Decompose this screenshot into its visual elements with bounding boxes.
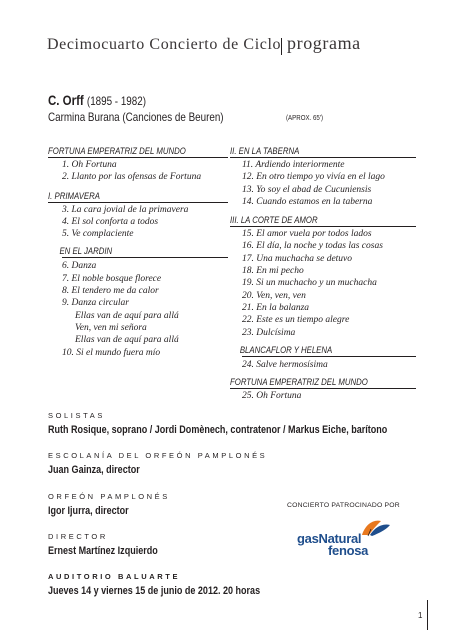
list-item: 21. En la balanza <box>242 302 310 313</box>
list-item: 2. Llanto por las ofensas de Fortuna <box>62 172 202 183</box>
escolania-value: Juan Gainza, director <box>48 464 140 476</box>
section-rule <box>230 226 416 227</box>
list-item: Ellas van de aquí para allá <box>75 335 179 346</box>
subsection-heading: EN EL JARDIN <box>59 246 113 258</box>
list-item: 25. Oh Fortuna <box>242 391 302 402</box>
auditorio-label: AUDITORIO BALUARTE <box>48 572 181 581</box>
composer-years: (1895 - 1982) <box>86 94 146 108</box>
list-item: 23. Dulcísima <box>242 327 296 338</box>
logo-line-2: fenosa <box>328 543 369 558</box>
list-item: 8. El tendero me da calor <box>62 286 159 297</box>
list-item: 17. Una muchacha se detuvo <box>242 253 353 264</box>
right-column <box>230 146 420 402</box>
header-divider <box>281 38 282 55</box>
orfeon-label: ORFEÓN PAMPLONÉS <box>48 492 170 501</box>
page-header <box>47 36 281 54</box>
list-item: 15. El amor vuela por todos lados <box>242 229 372 240</box>
subsection-heading: BLANCAFLOR Y HELENA <box>239 344 333 356</box>
section-rule <box>230 157 416 158</box>
list-item: 19. Si un muchacho y un muchacha <box>242 278 377 289</box>
gas-natural-fenosa-logo <box>297 517 407 557</box>
list-item: 20. Ven, ven, ven <box>242 290 306 301</box>
solistas-value: Ruth Rosique, soprano / Jordi Domènech, contratenor / Markus Eiche, barítono <box>48 424 388 436</box>
page-number: 1 <box>418 611 423 620</box>
list-item: 4. El sol conforta a todos <box>62 216 159 227</box>
list-item: 11. Ardiendo interiormente <box>242 160 345 170</box>
list-item: 6. Danza <box>62 261 97 272</box>
page-number-rule <box>427 600 428 630</box>
section-rule <box>230 388 416 389</box>
list-item: 22. Este es un tiempo alegre <box>242 315 350 326</box>
composer-name: C. Orff <box>48 92 84 108</box>
list-item: 13. Yo soy el abad de Cucuniensis <box>242 184 372 195</box>
list-item: Ellas van de aquí para allá <box>75 310 179 321</box>
list-item: 5. Ve complaciente <box>62 229 134 240</box>
section-heading: I. PRIMAVERA <box>48 190 100 202</box>
list-item: 7. El noble bosque florece <box>62 273 162 284</box>
section-rule <box>62 257 228 258</box>
list-item: 16. El día, la noche y todas las cosas <box>242 241 383 252</box>
section-heading: III. LA CORTE DE AMOR <box>230 215 318 227</box>
list-item: 3. La cara jovial de la primavera <box>62 204 189 215</box>
list-item: 14. Cuando estamos en la taberna <box>242 196 373 207</box>
section-heading: FORTUNA EMPERATRIZ DEL MUNDO <box>230 377 368 389</box>
section-rule <box>242 356 416 357</box>
section-rule <box>48 202 228 203</box>
section-rule <box>48 157 228 158</box>
list-item: 9. Danza circular <box>62 298 129 309</box>
composer-line <box>48 92 146 108</box>
programa-label: programa <box>287 33 361 53</box>
list-item: 18. En mi pecho <box>242 266 304 277</box>
list-item: 12. En otro tiempo yo vivía en el lago <box>242 172 385 183</box>
auditorio-value: Jueves 14 y viernes 15 de junio de 2012. 20 horas <box>48 585 261 597</box>
work-title: Carmina Burana (Canciones de Beuren) <box>48 110 224 124</box>
list-item: 1. Oh Fortuna <box>62 160 117 170</box>
director-label: DIRECTOR <box>48 532 108 541</box>
list-item: 10. Si el mundo fuera mío <box>62 347 161 358</box>
section-heading: FORTUNA EMPERATRIZ DEL MUNDO <box>48 146 186 157</box>
list-item: Ven, ven mi señora <box>75 322 147 333</box>
concert-title: Decimocuarto Concierto de Ciclo <box>47 36 282 53</box>
list-item: 24. Salve hermosísima <box>242 359 328 370</box>
butterfly-icon <box>359 517 393 539</box>
section-heading: II. EN LA TABERNA <box>230 146 300 157</box>
solistas-label: SOLISTAS <box>48 411 105 420</box>
logo-line-1: gasNatural <box>297 531 362 546</box>
sponsor-caption: CONCIERTO PATROCINADO POR <box>287 502 400 509</box>
orfeon-value: Igor Ijurra, director <box>48 505 129 517</box>
left-column <box>48 146 232 359</box>
escolania-label: ESCOLANÍA DEL ORFEÓN PAMPLONÉS <box>48 451 268 460</box>
director-value: Ernest Martínez Izquierdo <box>48 545 158 557</box>
work-duration: (APROX. 65') <box>286 113 324 122</box>
